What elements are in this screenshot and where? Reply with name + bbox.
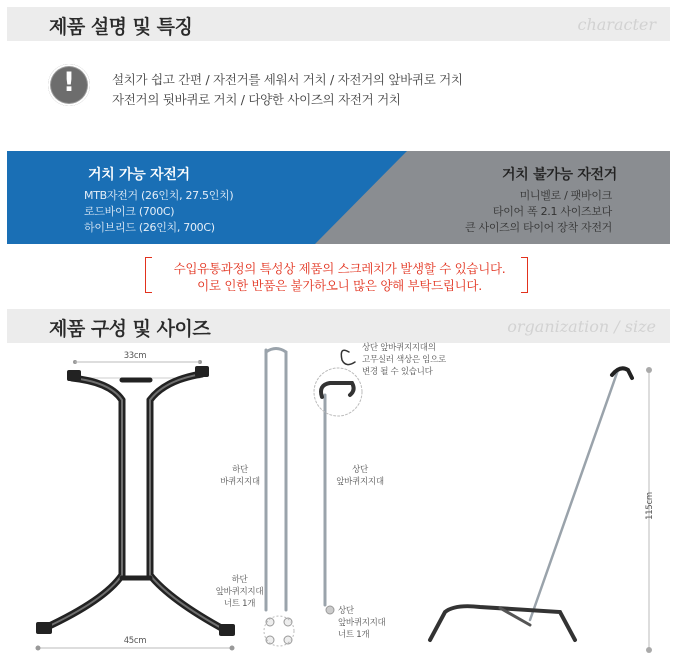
- upper-rod-nut-label: 상단 앞바퀴지지대 너트 1개: [338, 606, 386, 640]
- base-top-width-label: 33cm: [123, 351, 147, 361]
- possible-bike-item: 로드바이크 (700C): [84, 205, 175, 218]
- possible-bike-item: 하이브리드 (26인치, 700C): [84, 221, 215, 234]
- impossible-bike-item: 미니벨로 / 팻바이크: [519, 189, 612, 202]
- impossible-bikes-title: 거치 불가능 자전거: [502, 167, 617, 183]
- section-title: 제품 설명 및 특징: [49, 16, 193, 38]
- lower-rod-label: 하단 바퀴지지대: [220, 465, 260, 487]
- warning-line-2: 이로 인한 반품은 불가하오니 많은 양해 부탁드립니다.: [197, 278, 482, 293]
- lower-rod-nuts: [264, 616, 294, 646]
- section-title-english: organization / size: [507, 317, 656, 336]
- section-title: 제품 구성 및 사이즈: [49, 318, 211, 340]
- impossible-bike-item: 큰 사이즈의 타이어 장착 자전거: [464, 221, 612, 234]
- assembled-stand-image: [430, 368, 632, 640]
- section-title-english: character: [577, 15, 656, 34]
- base-frame-image: [36, 366, 235, 636]
- description-line-1: 설치가 쉽고 간편 / 자전거를 세워서 거치 / 자전거의 앞바퀴로 거치: [112, 72, 463, 87]
- possible-bikes-title: 거치 가능 자전거: [88, 167, 190, 183]
- possible-bike-item: MTB자전거 (26인치, 27.5인치): [84, 189, 234, 202]
- section-header-organization: [7, 309, 670, 343]
- base-bottom-width-label: 45cm: [123, 636, 147, 646]
- lower-rod-nut-label: 하단 앞바퀴지지대 너트 1개: [215, 575, 264, 609]
- lower-rod-image: [266, 349, 286, 611]
- impossible-bike-item: 타이어 폭 2.1 사이즈보다: [492, 205, 612, 218]
- upper-rod-label: 상단 앞바퀴지지대: [336, 465, 384, 487]
- warning-line-1: 수입유통과정의 특성상 제품의 스크레치가 발생할 수 있습니다.: [173, 261, 506, 276]
- description-line-2: 자전거의 뒷바퀴로 거치 / 다양한 사이즈의 자전거 거치: [112, 92, 401, 107]
- exclamation-icon: !: [48, 64, 90, 106]
- rubber-color-note: 상단 앞바퀴지지대의 고무실러 색상은 임으로 변경 될 수 있습니다: [362, 343, 446, 377]
- section-header-character: [7, 7, 670, 41]
- total-height-label: 115cm: [645, 492, 655, 520]
